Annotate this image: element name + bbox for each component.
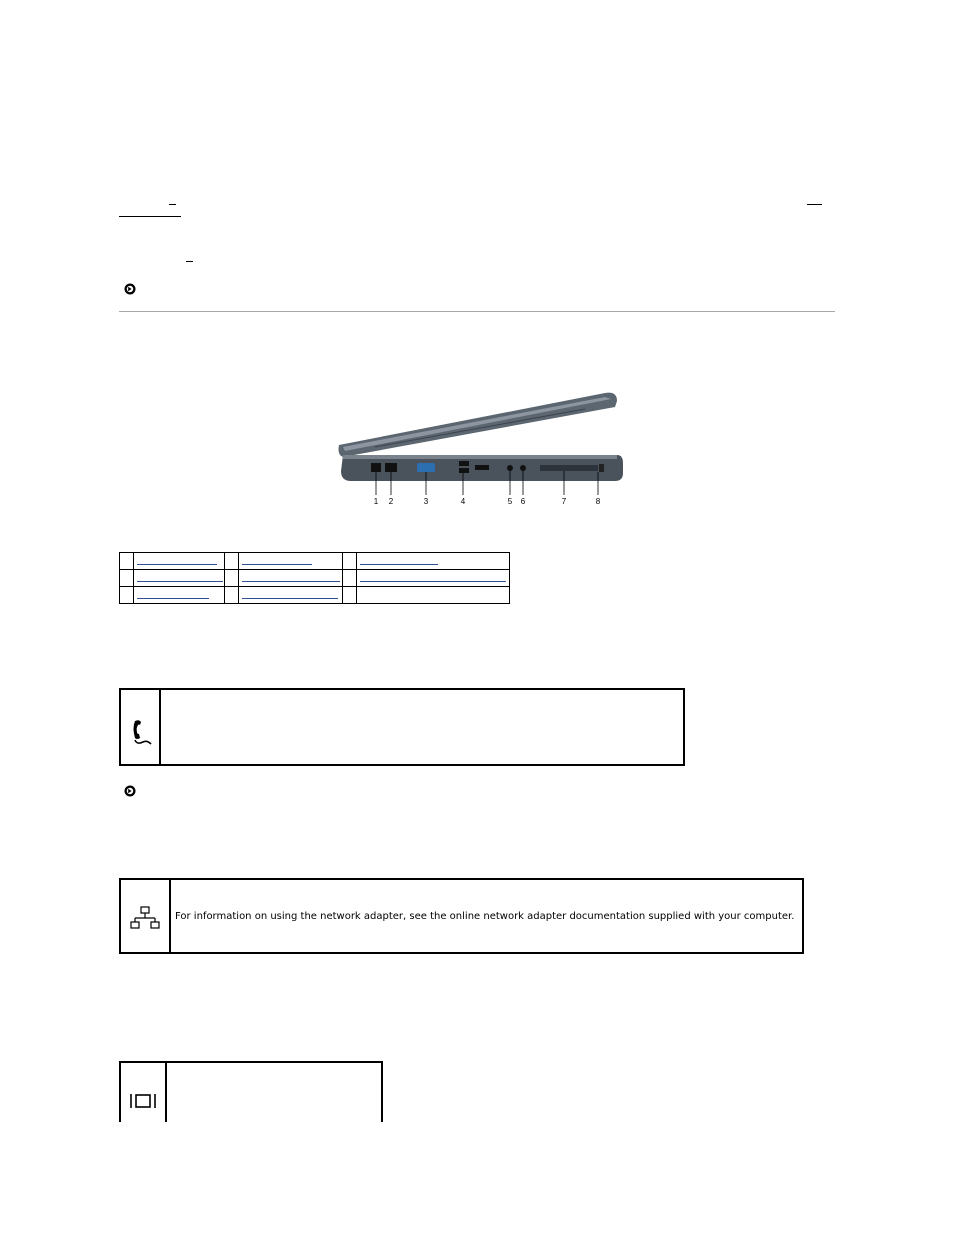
- modem-icon-cell: [121, 690, 161, 764]
- table-cell: [120, 587, 134, 604]
- table-link[interactable]: [242, 564, 312, 565]
- callout-table: [119, 552, 510, 604]
- table-cell[interactable]: [357, 553, 510, 570]
- table-cell: [343, 570, 357, 587]
- notice-icon: [124, 283, 136, 295]
- table-cell[interactable]: [239, 587, 343, 604]
- table-link[interactable]: [137, 581, 223, 582]
- network-icon-cell: [121, 880, 171, 952]
- table-link[interactable]: [242, 581, 340, 582]
- table-cell: [225, 587, 239, 604]
- table-link[interactable]: [360, 564, 438, 565]
- section-divider: [119, 311, 835, 312]
- modem-connector-box: [119, 688, 685, 766]
- callout-5: 5: [507, 497, 513, 506]
- callout-2: 2: [388, 497, 394, 506]
- phone-icon: [129, 718, 153, 748]
- table-row: [120, 587, 510, 604]
- table-row: [120, 570, 510, 587]
- text-link-fragment[interactable]: [169, 204, 176, 205]
- callout-6: 6: [520, 497, 526, 506]
- laptop-left-side-figure: [335, 385, 625, 510]
- notice-icon: [124, 785, 136, 797]
- table-cell: [120, 553, 134, 570]
- video-icon: [129, 1093, 157, 1109]
- text-link-fragment[interactable]: [119, 216, 181, 217]
- callout-4: 4: [460, 497, 466, 506]
- table-cell: [357, 587, 510, 604]
- table-cell: [343, 587, 357, 604]
- table-cell[interactable]: [357, 570, 510, 587]
- callout-8: 8: [595, 497, 601, 506]
- table-link[interactable]: [360, 581, 506, 582]
- table-cell: [225, 570, 239, 587]
- callout-3: 3: [423, 497, 429, 506]
- table-row: [120, 553, 510, 570]
- table-link[interactable]: [242, 598, 338, 599]
- page-bottom-margin: [0, 1122, 954, 1235]
- network-icon: [130, 906, 160, 930]
- callout-1: 1: [373, 497, 379, 506]
- text-link-fragment[interactable]: [186, 261, 193, 262]
- text-link-fragment[interactable]: [807, 204, 822, 205]
- table-cell[interactable]: [239, 553, 343, 570]
- table-cell[interactable]: [134, 587, 225, 604]
- table-cell[interactable]: [239, 570, 343, 587]
- network-description: For information on using the network adapter, see the online network adapter documentation supplied with your computer.: [175, 910, 795, 922]
- network-connector-box: [119, 878, 804, 954]
- table-cell: [120, 570, 134, 587]
- callout-7: 7: [561, 497, 567, 506]
- table-cell: [343, 553, 357, 570]
- table-cell[interactable]: [134, 570, 225, 587]
- table-link[interactable]: [137, 598, 209, 599]
- table-cell[interactable]: [134, 553, 225, 570]
- table-cell: [225, 553, 239, 570]
- modem-description: [161, 690, 683, 764]
- table-link[interactable]: [137, 564, 217, 565]
